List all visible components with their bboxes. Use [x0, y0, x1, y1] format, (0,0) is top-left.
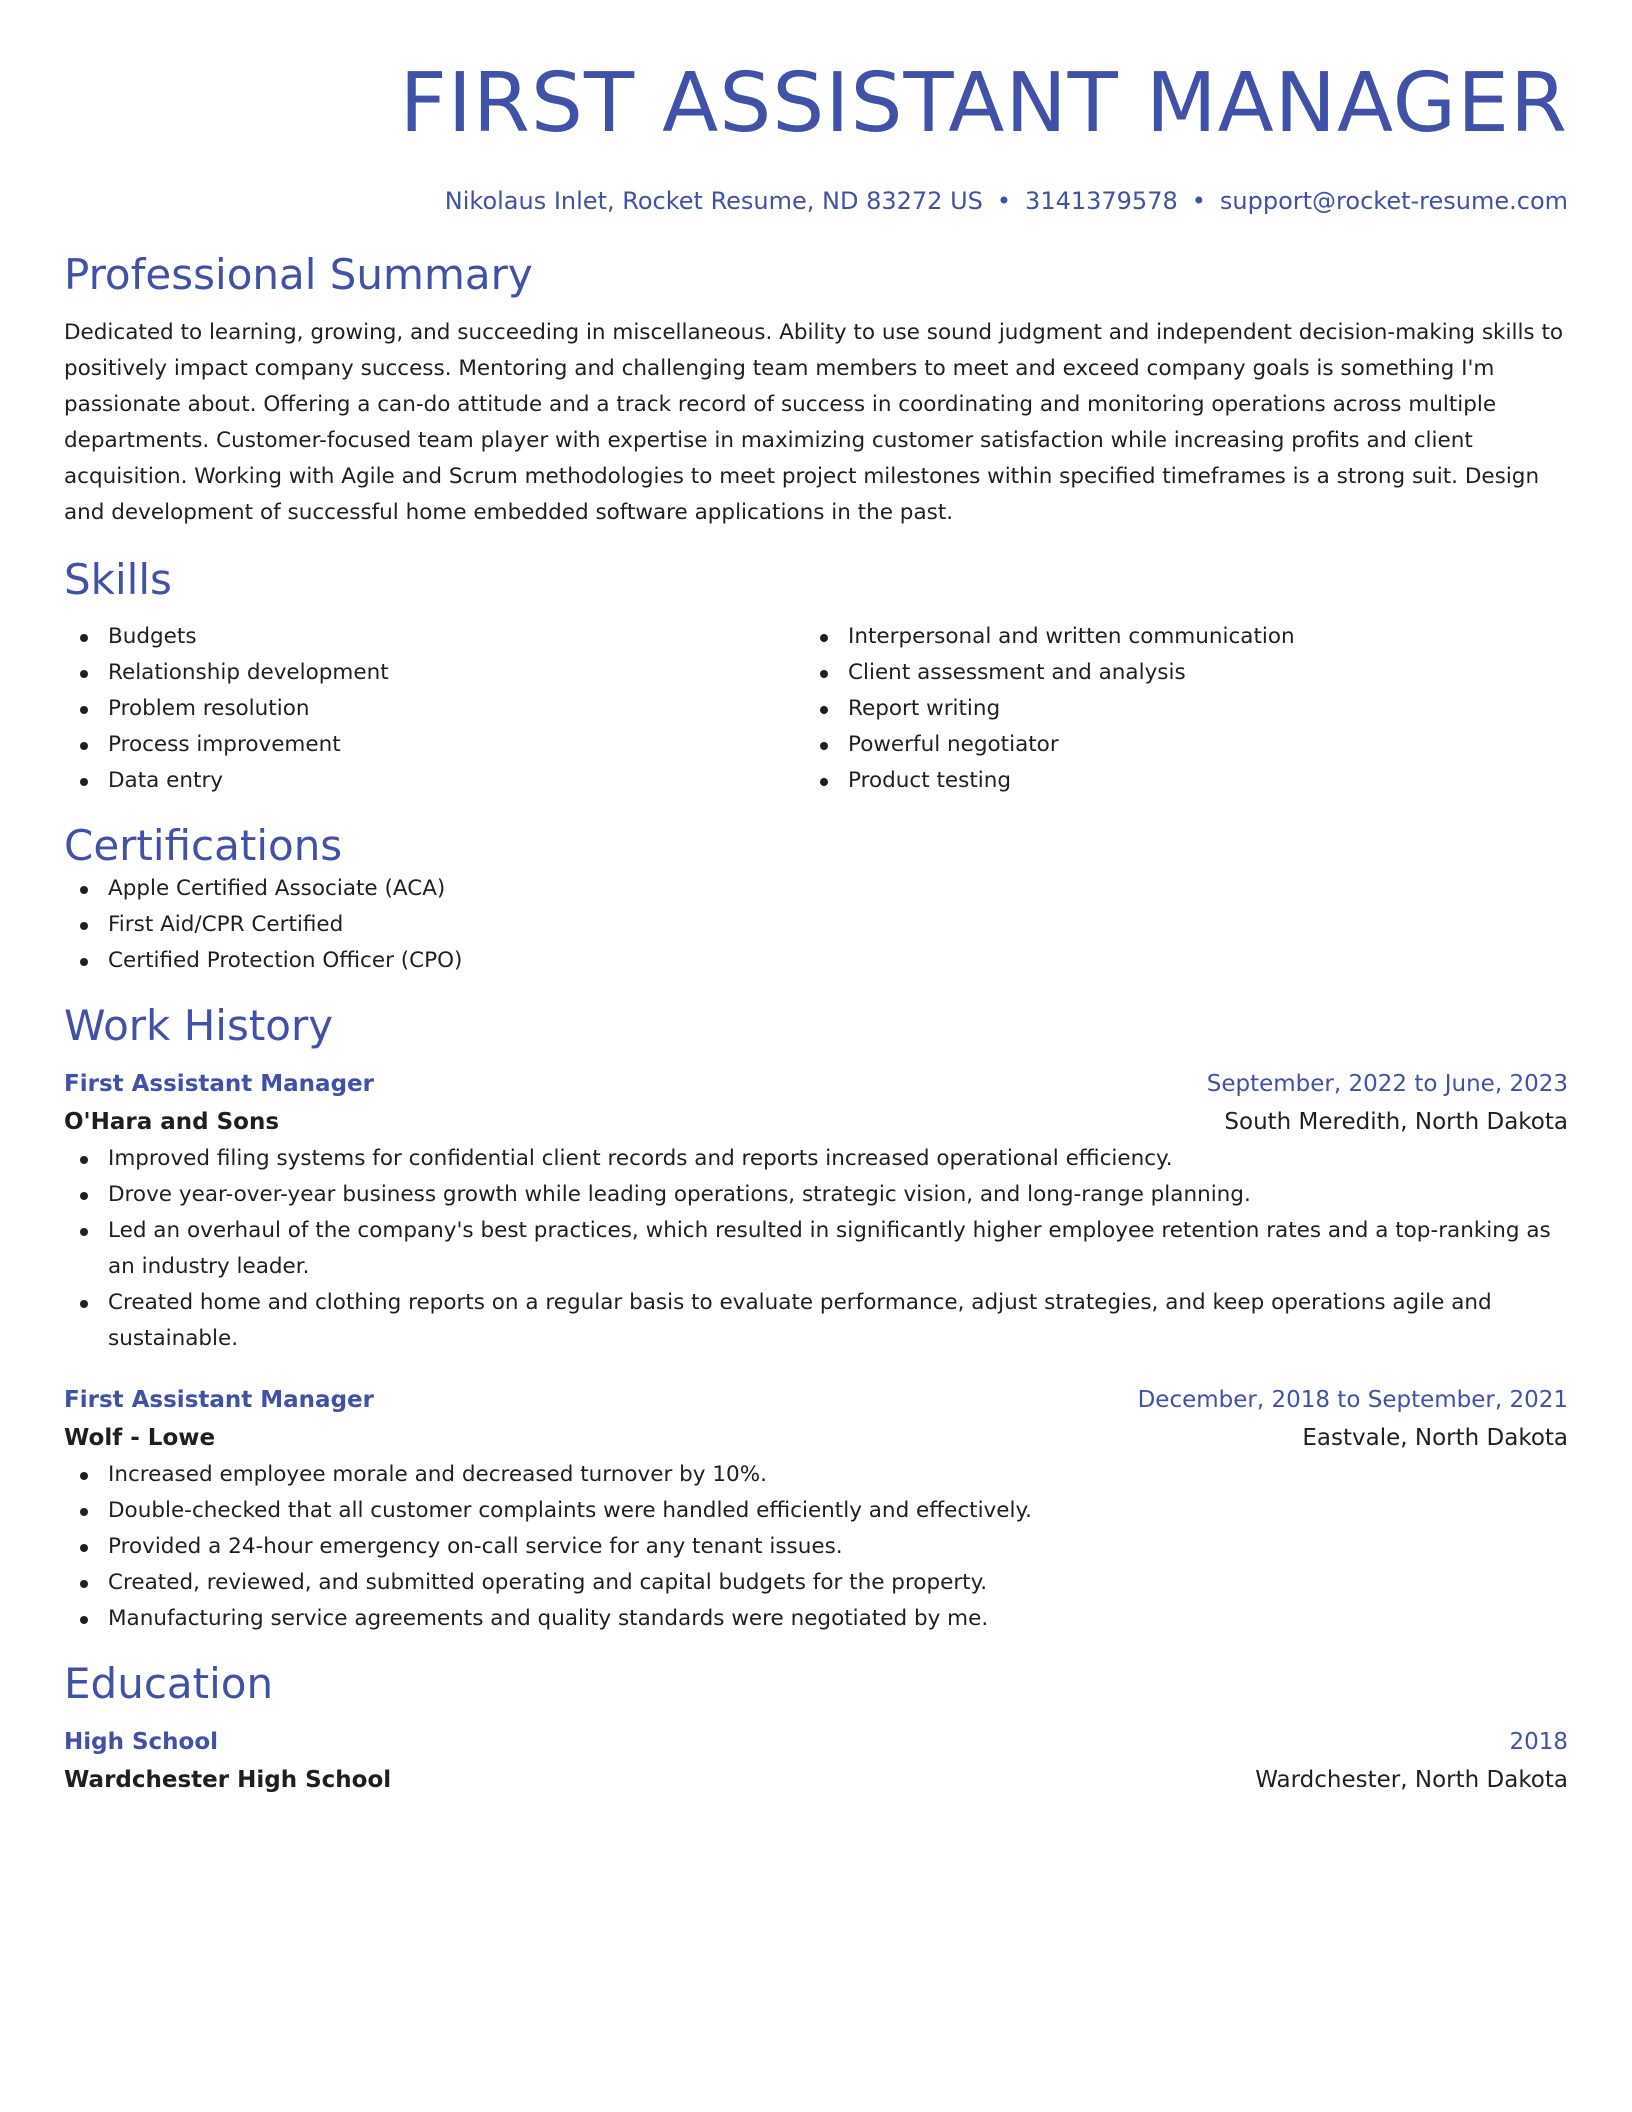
education-year: 2018 — [1509, 1729, 1568, 1755]
job-location: Eastvale, North Dakota — [1302, 1425, 1568, 1451]
skill-item: Relationship development — [64, 655, 804, 691]
job-bullet: Double-checked that all customer complaints were handled efficiently and effectively. — [64, 1493, 1568, 1529]
job-bullet: Led an overhaul of the company's best practices, which resulted in significantly higher employee retention rates and a top-ranking as an industry leader. — [64, 1213, 1568, 1285]
job-header-row — [64, 1065, 1568, 1103]
certification-item: Apple Certified Associate (ACA) — [64, 871, 1568, 907]
skill-item: Client assessment and analysis — [804, 655, 1544, 691]
education-degree: High School — [64, 1729, 219, 1755]
job-bullet: Created, reviewed, and submitted operating and capital budgets for the property. — [64, 1565, 1568, 1601]
skill-item: Powerful negotiator — [804, 727, 1544, 763]
contact-line — [64, 186, 1568, 216]
job-bullet: Manufacturing service agreements and quality standards were negotiated by me. — [64, 1601, 1568, 1637]
resume-name: FIRST ASSISTANT MANAGER — [399, 56, 1568, 151]
job-bullet: Provided a 24-hour emergency on-call service for any tenant issues. — [64, 1529, 1568, 1565]
education-school: Wardchester High School — [64, 1767, 392, 1793]
skills-list-left — [64, 619, 804, 799]
certification-item: Certified Protection Officer (CPO) — [64, 943, 1568, 979]
job-header-row — [64, 1381, 1568, 1419]
certifications-list — [64, 871, 1568, 979]
job-dates: September, 2022 to June, 2023 — [1206, 1071, 1568, 1097]
contact-separator: • — [1191, 187, 1206, 215]
section-title-summary: Professional Summary — [64, 250, 533, 299]
job-title: First Assistant Manager — [64, 1387, 374, 1413]
job-dates: December, 2018 to September, 2021 — [1137, 1387, 1568, 1413]
job-title: First Assistant Manager — [64, 1071, 374, 1097]
skill-item: Report writing — [804, 691, 1544, 727]
job-entry — [64, 1381, 1568, 1637]
job-entry — [64, 1065, 1568, 1357]
job-bullets — [64, 1141, 1568, 1357]
contact-address: Nikolaus Inlet, Rocket Resume, ND 83272 US — [444, 187, 983, 215]
job-bullet: Drove year-over-year business growth while leading operations, strategic vision, and long-range planning. — [64, 1177, 1568, 1213]
job-location: South Meredith, North Dakota — [1224, 1109, 1568, 1135]
contact-separator: • — [996, 187, 1012, 215]
summary-text: Dedicated to learning, growing, and succeeding in miscellaneous. Ability to use sound judgment and independent decision-making skills to positively impact company success. Mentoring and challenging team members to meet and exceed company goals is something I'm passionate about. Offering a can-do attitude and a track record of success in coordinating and monitoring operations across multiple departments. Customer-focused team player with expertise in maximizing customer satisfaction while increasing profits and client acquisition. Working with Agile and Scrum methodologies to meet project milestones within specified timeframes is a strong suit. Design and development of successful home embedded software applications in the past. — [64, 320, 1564, 525]
job-bullets — [64, 1457, 1568, 1637]
section-title-certifications: Certifications — [64, 821, 343, 870]
skills-list-right — [804, 619, 1544, 799]
education-location: Wardchester, North Dakota — [1255, 1767, 1568, 1793]
skill-item: Interpersonal and written communication — [804, 619, 1544, 655]
skills-grid — [64, 619, 1568, 799]
skill-item: Data entry — [64, 763, 804, 799]
job-company-row — [64, 1419, 1568, 1457]
section-title-education: Education — [64, 1659, 274, 1708]
job-company: O'Hara and Sons — [64, 1109, 280, 1135]
skill-item: Problem resolution — [64, 691, 804, 727]
job-company: Wolf - Lowe — [64, 1425, 216, 1451]
job-bullet: Created home and clothing reports on a regular basis to evaluate performance, adjust strategies, and keep operations agile and sustainable. — [64, 1285, 1568, 1357]
certification-item: First Aid/CPR Certified — [64, 907, 1568, 943]
skill-item: Budgets — [64, 619, 804, 655]
section-title-work-history: Work History — [64, 1001, 334, 1050]
contact-email: support@rocket-resume.com — [1219, 187, 1568, 215]
job-bullet: Improved filing systems for confidential client records and reports increased operational efficiency. — [64, 1141, 1568, 1177]
skill-item: Process improvement — [64, 727, 804, 763]
education-school-row — [64, 1761, 1568, 1799]
section-title-skills: Skills — [64, 555, 172, 604]
job-bullet: Increased employee morale and decreased turnover by 10%. — [64, 1457, 1568, 1493]
job-company-row — [64, 1103, 1568, 1141]
education-entry — [64, 1723, 1568, 1799]
skill-item: Product testing — [804, 763, 1544, 799]
contact-phone: 3141379578 — [1025, 187, 1178, 215]
education-header-row — [64, 1723, 1568, 1761]
